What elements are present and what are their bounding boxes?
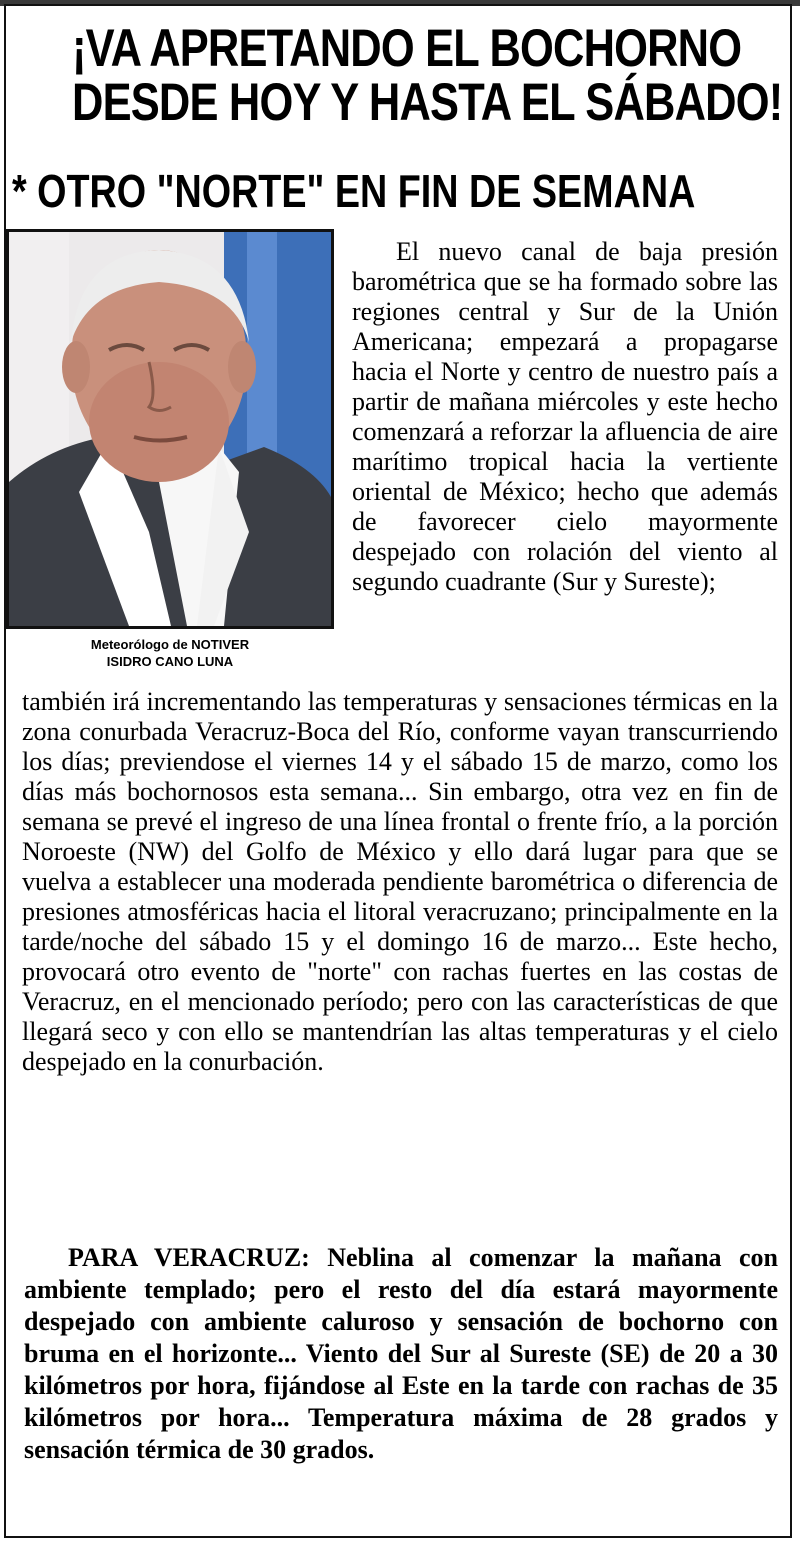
caption-line-2: ISIDRO CANO LUNA <box>106 654 234 669</box>
headline-line-2: DESDE HOY Y HASTA EL SÁBADO! <box>72 73 783 132</box>
subheadline: * OTRO "NORTE" EN FIN DE SEMANA <box>12 165 696 217</box>
forecast-text: PARA VERACRUZ: Neblina al comenzar la mañana con ambiente templado; pero el resto del día estará mayormente despejado con ambiente caluroso y sensación de bochorno con bruma en el horizonte... Viento del Sur al Sureste (SE) de 20 a 30 kilómetros por hora, fijándose al Este en la tarde con rachas de 35 kilómetros por hora... Temperatura máxima de 28 grados y sensación térmica de 30 grados. <box>24 1243 778 1464</box>
body-text-wrap <box>352 237 778 597</box>
body-text-full: también irá incrementando las temperaturas y sensaciones térmicas en la zona conurbada Veracruz-Boca del Río, conforme vayan transcurriendo los días; previendose el viernes 14 y el sábado 15 de marzo, como los días más bochornosos esta semana... Sin embargo, otra vez en fin de semana se prevé el ingreso de una línea frontal o frente frío, a la porción Noroeste (NW) del Golfo de México y ello dará lugar para que se vuelva a establecer una moderada pendiente barométrica o diferencia de presiones atmosféricas hacia el litoral veracruzano; principalmente en la tarde/noche del sábado 15 y el domingo 16 de marzo... Este hecho, provocará otro evento de "norte" con rachas fuertes en las costas de Veracruz, en el mencionado período; pero con las características de que llegará seco y con ello se mantendrían las altas temperaturas y el cielo despejado en la conurbación. <box>22 687 778 1076</box>
portrait-illustration <box>9 232 331 626</box>
caption-line-1: Meteorólogo de NOTIVER <box>90 637 250 652</box>
forecast-paragraph <box>24 1242 778 1466</box>
photo-caption <box>6 636 334 670</box>
headline <box>72 19 783 132</box>
body-text-wrap-content: El nuevo canal de baja presión barométrica que se ha formado sobre las regiones central y Sur de la Unión Americana; empezará a propagarse hacia el Norte y centro de nuestro país a partir de mañana miércoles y este hecho comenzará a reforzar la afluencia de aire marítimo tropical hacia la vertiente oriental de México; hecho que además de favorecer cielo mayormente despejado con rolación del viento al segundo cuadrante (Sur y Sureste); <box>352 237 778 596</box>
meteorologist-photo <box>6 229 334 629</box>
headline-line-1: ¡VA APRETANDO EL BOCHORNO <box>72 19 742 78</box>
